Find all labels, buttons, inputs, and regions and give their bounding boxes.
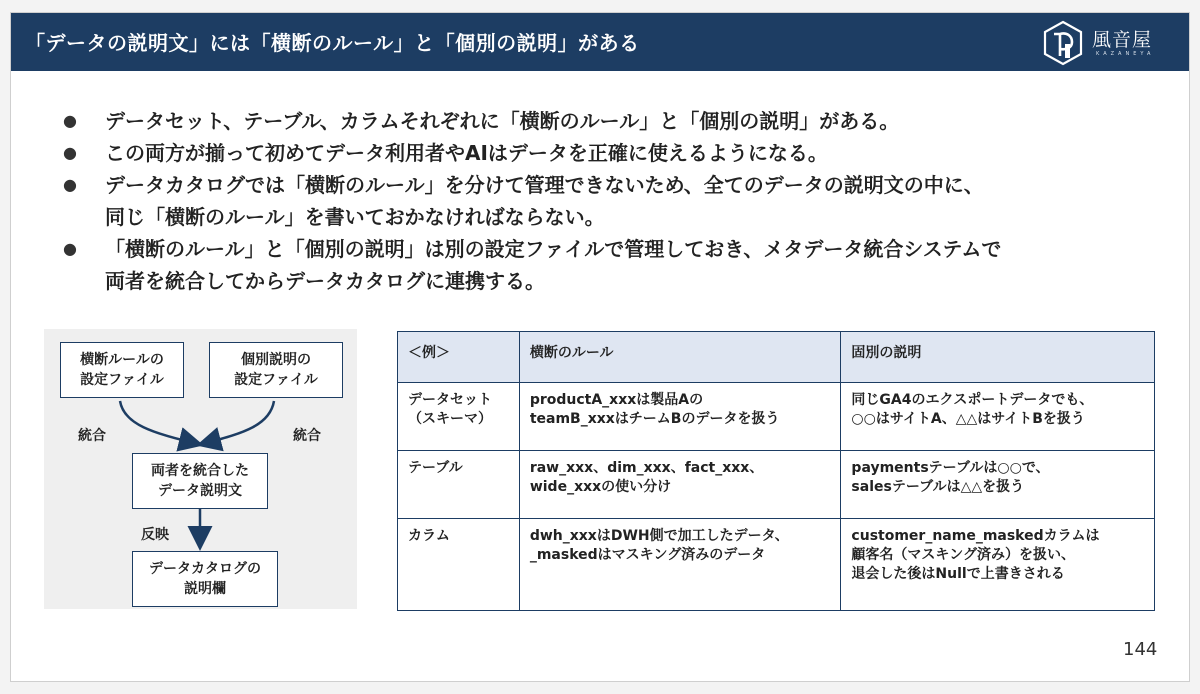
logo-text: 風音屋: [1092, 29, 1153, 51]
cell-line: （スキーマ）: [408, 411, 492, 427]
cell-line: dwh_xxxはDWH側で加工したデータ、: [529, 528, 789, 545]
cell-line: テーブル: [408, 460, 463, 477]
label-reflect: 反映: [141, 527, 169, 543]
example-table: [397, 331, 1155, 611]
cross-rule-cell: [519, 383, 841, 451]
cell-line: 退会した後はNullで上書きされる: [851, 566, 1065, 583]
box-line: 横断ルールの: [80, 352, 164, 368]
cross-rule-cell: [519, 519, 841, 611]
cell-line: productA_xxxは製品Aの: [529, 392, 704, 408]
table-row: [398, 519, 1155, 611]
arrow-left-merge: [120, 401, 194, 443]
bullet-dot-icon: ●: [63, 175, 77, 194]
header-bar: [11, 13, 1189, 71]
table-header-cell: ＜例＞: [398, 332, 520, 383]
box-individual-config: [209, 342, 343, 398]
cell-line: wide_xxxの使い分け: [529, 479, 672, 496]
table-header-row: [398, 332, 1155, 383]
bullet-list: [59, 105, 1169, 297]
box-catalog-field: [132, 551, 278, 607]
cell-line: salesテーブルは△△を扱う: [851, 479, 1025, 496]
kazaneya-logo-icon: [1041, 20, 1085, 66]
table-header-cell: 固別の説明: [841, 332, 1155, 383]
cell-line: ○○はサイトA、△△はサイトBを扱う: [851, 411, 1085, 427]
box-line: 個別説明の: [241, 352, 311, 368]
bullet-item: [59, 233, 1169, 297]
table-row: [398, 383, 1155, 451]
flow-diagram: [44, 329, 357, 609]
slide-title: 「データの説明文」には「横断のルール」と「個別の説明」がある: [25, 31, 640, 55]
box-line: 設定ファイル: [234, 372, 318, 388]
arrow-right-merge: [206, 401, 274, 443]
cell-line: データセット: [408, 392, 492, 408]
box-line: 設定ファイル: [80, 372, 164, 388]
cell-line: カラム: [408, 528, 450, 545]
label-merge-left: 統合: [78, 428, 106, 444]
bullet-text: データカタログでは「横断のルール」を分けて管理できないため、全てのデータの説明文の中に、: [105, 173, 984, 197]
page-number: 144: [1123, 639, 1158, 660]
bullet-item: [59, 169, 1169, 233]
individual-cell: [841, 519, 1155, 611]
logo-subtext: KAZANEYA: [1096, 51, 1155, 57]
cell-line: 同じGA4のエクスポートデータでも、: [851, 392, 1094, 408]
cross-rule-cell: [519, 451, 841, 519]
bullet-dot-icon: ●: [63, 239, 77, 258]
bullet-text: 同じ「横断のルール」を書いておかなければならない。: [105, 205, 605, 229]
slide: [10, 12, 1190, 682]
bullet-item: [59, 137, 1169, 169]
row-head-cell: [398, 451, 520, 519]
bullet-text: データセット、テーブル、カラムそれぞれに「横断のルール」と「個別の説明」がある。: [105, 109, 900, 133]
cell-line: 顧客名（マスキング済み）を扱い、: [851, 547, 1076, 564]
bullet-text: この両方が揃って初めてデータ利用者やAIはデータを正確に使えるようになる。: [105, 141, 828, 165]
table-row: [398, 451, 1155, 519]
individual-cell: [841, 383, 1155, 451]
individual-cell: [841, 451, 1155, 519]
bullet-dot-icon: ●: [63, 143, 77, 162]
cell-line: teamB_xxxはチームBのデータを扱う: [529, 411, 780, 427]
box-line: 説明欄: [184, 581, 226, 597]
cell-line: _maskedはマスキング済みのデータ: [529, 547, 766, 564]
bullet-dot-icon: ●: [63, 111, 77, 130]
box-merged-description: [132, 453, 268, 509]
cell-line: raw_xxx、dim_xxx、fact_xxx、: [529, 460, 764, 477]
row-head-cell: [398, 519, 520, 611]
box-line: データ説明文: [158, 483, 242, 499]
box-line: データカタログの: [149, 561, 261, 577]
box-line: 両者を統合した: [151, 463, 249, 479]
box-cross-rule-config: [60, 342, 184, 398]
cell-line: paymentsテーブルは○○で、: [851, 460, 1050, 477]
bullet-text: 両者を統合してからデータカタログに連携する。: [105, 269, 545, 293]
table-header-cell: 横断のルール: [519, 332, 841, 383]
bullet-text: 「横断のルール」と「個別の説明」は別の設定ファイルで管理しておき、メタデータ統合システムで: [105, 237, 1002, 261]
label-merge-right: 統合: [293, 428, 321, 444]
row-head-cell: [398, 383, 520, 451]
bullet-item: [59, 105, 1169, 137]
cell-line: customer_name_maskedカラムは: [851, 528, 1100, 545]
